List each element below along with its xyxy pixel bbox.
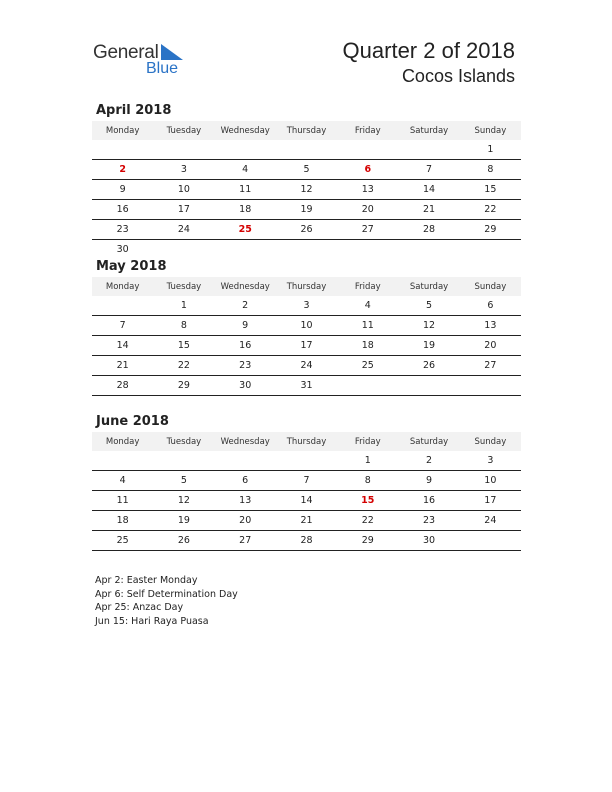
weekday-header: Friday [337, 121, 398, 140]
day-cell: 24 [153, 220, 214, 240]
day-cell: 16 [215, 336, 276, 356]
empty-cell [276, 140, 337, 160]
empty-cell [92, 296, 153, 316]
day-cell: 28 [398, 220, 459, 240]
weekday-header: Tuesday [153, 277, 214, 296]
week-row [92, 200, 521, 220]
logo-text-blue: Blue [146, 60, 179, 77]
weekday-header: Monday [92, 121, 153, 140]
weekday-header: Tuesday [153, 121, 214, 140]
day-cell: 3 [153, 160, 214, 180]
holiday-notes [95, 574, 238, 628]
day-cell: 19 [398, 336, 459, 356]
week-row [92, 220, 521, 240]
month-may [92, 257, 521, 396]
day-cell: 20 [337, 200, 398, 220]
empty-cell [398, 140, 459, 160]
weekday-header: Sunday [460, 121, 521, 140]
day-cell: 5 [276, 160, 337, 180]
day-cell: 9 [92, 180, 153, 200]
day-cell: 31 [276, 376, 337, 396]
weekday-header: Wednesday [215, 432, 276, 451]
day-cell: 26 [153, 531, 214, 551]
weekday-header-row [92, 432, 521, 451]
week-row [92, 140, 521, 160]
day-cell: 20 [215, 511, 276, 531]
day-cell: 15 [337, 491, 398, 511]
empty-cell [460, 376, 521, 396]
weekday-header: Wednesday [215, 121, 276, 140]
week-row [92, 531, 521, 551]
day-cell: 5 [398, 296, 459, 316]
day-cell: 24 [276, 356, 337, 376]
day-cell: 11 [215, 180, 276, 200]
weekday-header: Sunday [460, 432, 521, 451]
day-cell: 8 [337, 471, 398, 491]
month-june [92, 412, 521, 551]
day-cell: 5 [153, 471, 214, 491]
day-cell: 25 [92, 531, 153, 551]
week-row [92, 356, 521, 376]
day-cell: 14 [92, 336, 153, 356]
day-cell: 17 [276, 336, 337, 356]
day-cell: 12 [398, 316, 459, 336]
weekday-header: Wednesday [215, 277, 276, 296]
day-cell: 2 [92, 160, 153, 180]
empty-cell [276, 451, 337, 471]
day-cell: 8 [153, 316, 214, 336]
weekday-header: Tuesday [153, 432, 214, 451]
day-cell: 15 [460, 180, 521, 200]
empty-cell [398, 376, 459, 396]
day-cell: 4 [215, 160, 276, 180]
day-cell: 14 [276, 491, 337, 511]
day-cell: 13 [337, 180, 398, 200]
day-cell: 29 [153, 376, 214, 396]
day-cell: 27 [337, 220, 398, 240]
calendar-grid [92, 432, 521, 551]
logo-text-general: General [93, 42, 159, 63]
day-cell: 16 [92, 200, 153, 220]
day-cell: 12 [276, 180, 337, 200]
day-cell: 8 [460, 160, 521, 180]
day-cell: 30 [398, 531, 459, 551]
day-cell: 14 [398, 180, 459, 200]
empty-cell [92, 451, 153, 471]
weekday-header: Sunday [460, 277, 521, 296]
calendar-grid [92, 277, 521, 396]
day-cell: 27 [460, 356, 521, 376]
day-cell: 11 [337, 316, 398, 336]
day-cell: 9 [398, 471, 459, 491]
holiday-note: Apr 6: Self Determination Day [95, 588, 238, 600]
weekday-header: Thursday [276, 121, 337, 140]
week-row [92, 376, 521, 396]
day-cell: 12 [153, 491, 214, 511]
day-cell: 30 [116, 244, 129, 255]
day-cell: 6 [337, 160, 398, 180]
logo [93, 40, 193, 80]
day-cell: 7 [398, 160, 459, 180]
day-cell: 21 [398, 200, 459, 220]
day-cell: 9 [215, 316, 276, 336]
empty-cell [215, 451, 276, 471]
day-cell: 18 [337, 336, 398, 356]
month-april [92, 101, 521, 259]
day-cell: 13 [460, 316, 521, 336]
day-cell: 21 [276, 511, 337, 531]
day-cell: 2 [398, 451, 459, 471]
day-cell: 22 [153, 356, 214, 376]
day-cell: 17 [153, 200, 214, 220]
day-cell: 10 [153, 180, 214, 200]
page-title: Quarter 2 of 2018 [342, 38, 515, 63]
day-cell: 23 [92, 220, 153, 240]
day-cell: 30 [215, 376, 276, 396]
week-row [92, 316, 521, 336]
calendar-grid [92, 121, 521, 259]
day-cell: 11 [92, 491, 153, 511]
day-cell: 1 [337, 451, 398, 471]
day-cell: 4 [92, 471, 153, 491]
day-cell: 7 [276, 471, 337, 491]
week-row [92, 160, 521, 180]
day-cell: 10 [460, 471, 521, 491]
day-cell: 3 [276, 296, 337, 316]
day-cell: 4 [337, 296, 398, 316]
day-cell: 20 [460, 336, 521, 356]
day-cell: 29 [460, 220, 521, 240]
day-cell: 6 [215, 471, 276, 491]
weekday-header-row [92, 277, 521, 296]
page-subtitle: Cocos Islands [401, 66, 515, 86]
week-row [92, 511, 521, 531]
weekday-header: Friday [337, 277, 398, 296]
day-cell: 29 [337, 531, 398, 551]
day-cell: 16 [398, 491, 459, 511]
day-cell: 18 [92, 511, 153, 531]
day-cell: 19 [276, 200, 337, 220]
day-cell: 2 [215, 296, 276, 316]
empty-cell [460, 531, 521, 551]
month-name: April 2018 [96, 103, 172, 118]
weekday-header: Saturday [398, 277, 459, 296]
day-cell: 18 [215, 200, 276, 220]
day-cell: 28 [276, 531, 337, 551]
weekday-header: Friday [337, 432, 398, 451]
week-row [92, 491, 521, 511]
week-row [92, 180, 521, 200]
weekday-header: Thursday [276, 277, 337, 296]
week-row [92, 336, 521, 356]
weekday-header: Saturday [398, 432, 459, 451]
week-row [92, 471, 521, 491]
weekday-header: Thursday [276, 432, 337, 451]
weekday-header: Monday [92, 432, 153, 451]
holiday-note: Jun 15: Hari Raya Puasa [95, 615, 209, 627]
empty-cell [215, 140, 276, 160]
weekday-header: Saturday [398, 121, 459, 140]
day-cell: 25 [337, 356, 398, 376]
empty-cell [337, 376, 398, 396]
day-cell: 28 [92, 376, 153, 396]
day-cell: 1 [460, 140, 521, 160]
day-cell: 25 [215, 220, 276, 240]
day-cell: 22 [460, 200, 521, 220]
empty-cell [337, 140, 398, 160]
weekday-header-row [92, 121, 521, 140]
holiday-note: Apr 25: Anzac Day [95, 602, 184, 613]
week-row [92, 451, 521, 471]
empty-cell [92, 140, 153, 160]
month-name: June 2018 [96, 414, 169, 429]
day-cell: 13 [215, 491, 276, 511]
month-name: May 2018 [96, 259, 167, 274]
week-row [92, 296, 521, 316]
day-cell: 15 [153, 336, 214, 356]
day-cell: 27 [215, 531, 276, 551]
day-cell: 23 [398, 511, 459, 531]
day-cell: 7 [92, 316, 153, 336]
day-cell: 26 [398, 356, 459, 376]
day-cell: 17 [460, 491, 521, 511]
day-cell: 10 [276, 316, 337, 336]
day-cell: 22 [337, 511, 398, 531]
day-cell: 21 [92, 356, 153, 376]
empty-cell [153, 140, 214, 160]
empty-cell [153, 451, 214, 471]
holiday-note: Apr 2: Easter Monday [95, 575, 198, 586]
day-cell: 23 [215, 356, 276, 376]
day-cell: 3 [460, 451, 521, 471]
day-cell: 19 [153, 511, 214, 531]
day-cell: 6 [460, 296, 521, 316]
day-cell: 26 [276, 220, 337, 240]
weekday-header: Monday [92, 277, 153, 296]
day-cell: 1 [153, 296, 214, 316]
day-cell: 24 [460, 511, 521, 531]
